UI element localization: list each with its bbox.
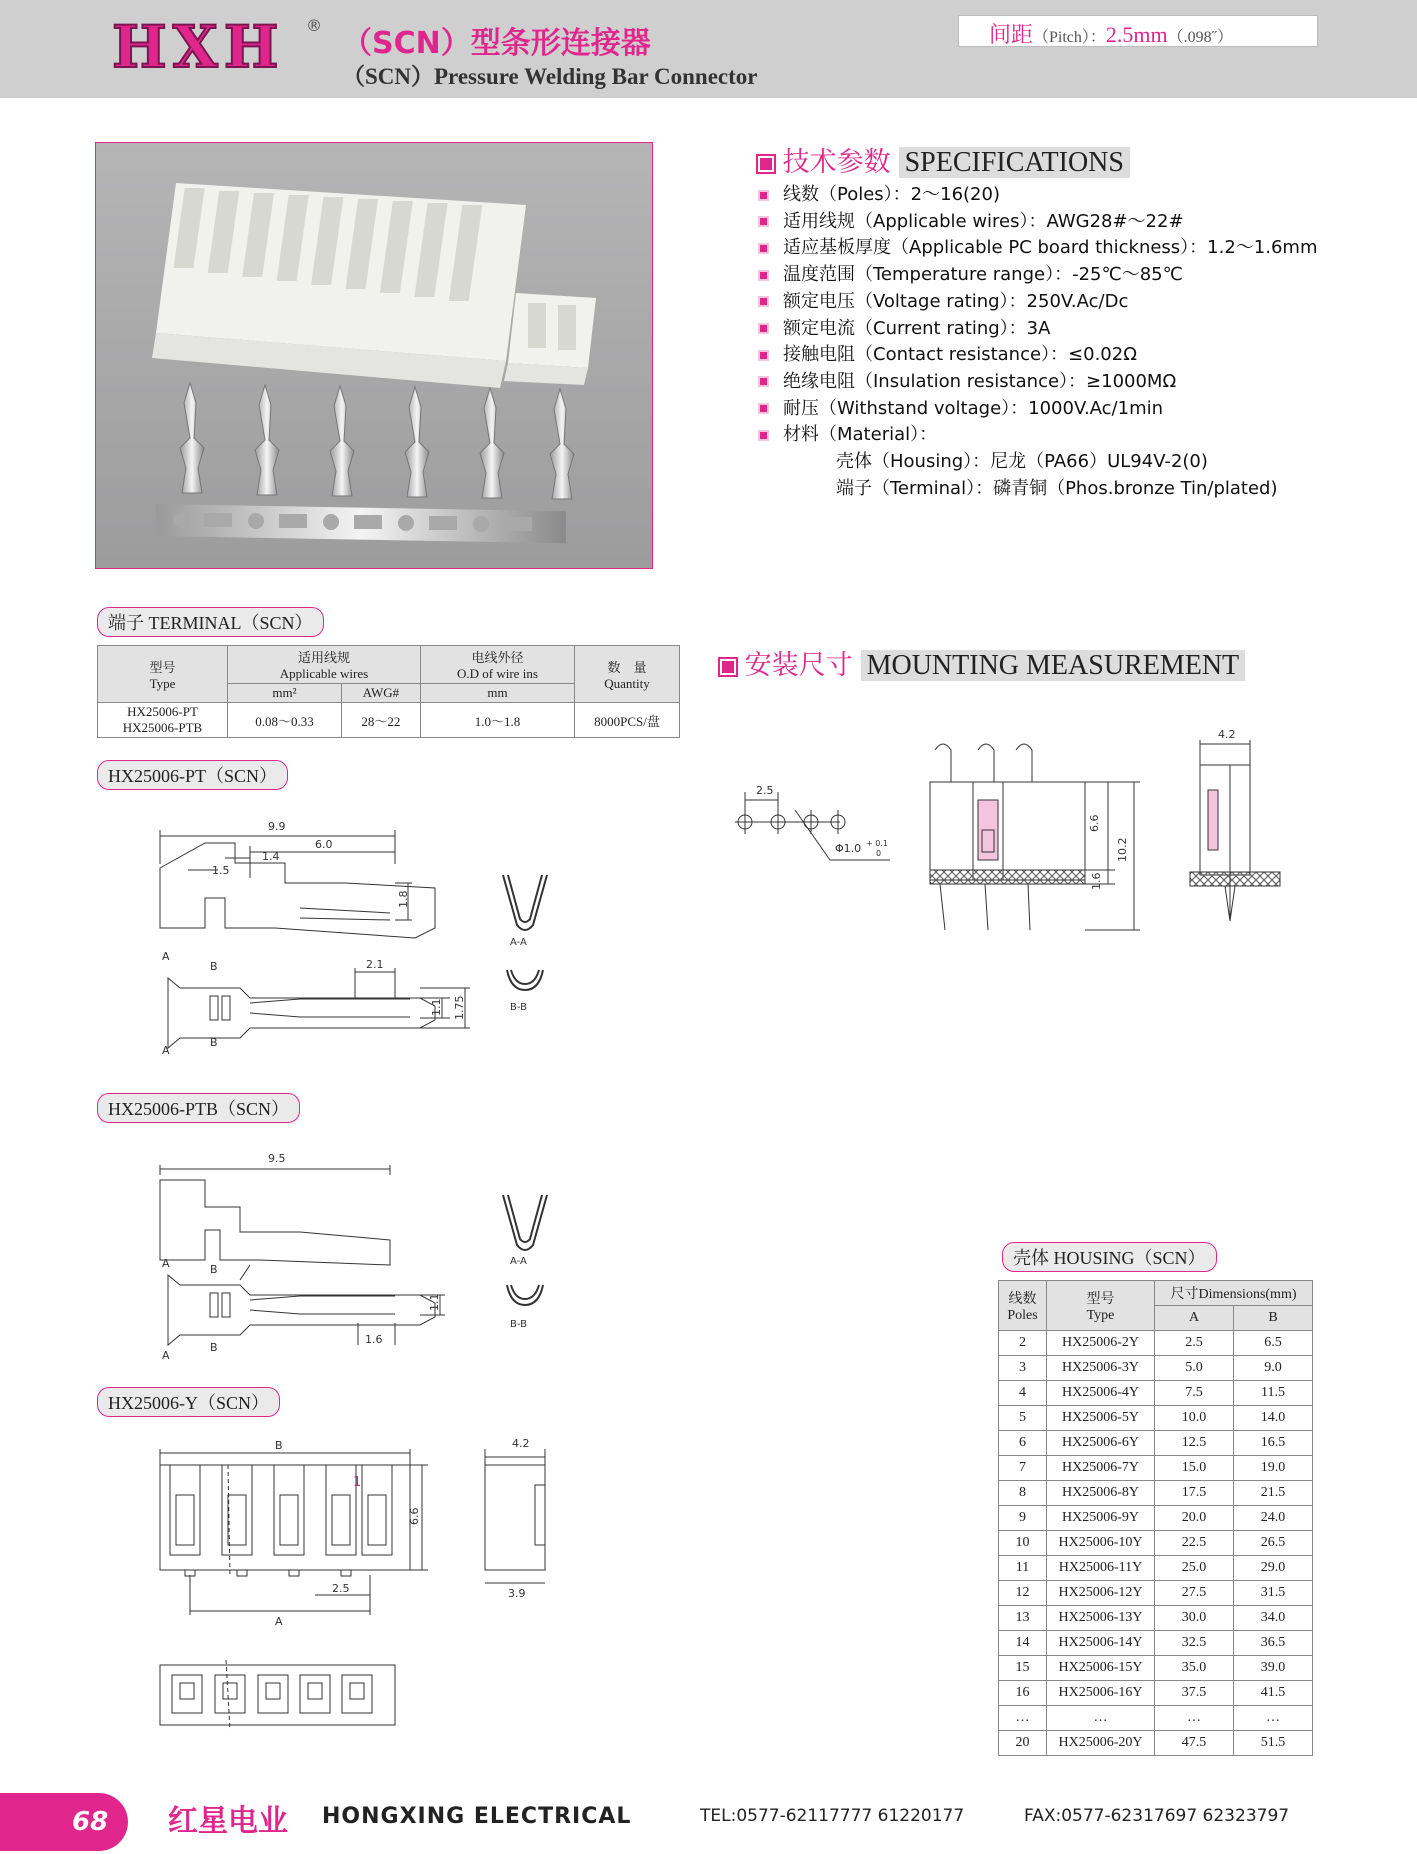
table-cell: HX25006-8Y (1047, 1481, 1155, 1506)
table-cell: 17.5 (1155, 1481, 1234, 1506)
table-cell: … (999, 1706, 1047, 1731)
specs-title (758, 140, 1130, 179)
label-b-bottom: B (210, 1341, 218, 1354)
th-qty-en: Quantity (604, 675, 650, 691)
dim-b: B (275, 1439, 283, 1452)
dim-39: 3.9 (508, 1587, 526, 1600)
spec-housing: 壳体（Housing）：尼龙（PA66）UL94V-2(0) (836, 451, 1208, 473)
table-row (999, 1456, 1313, 1481)
housing-table (998, 1280, 1313, 1756)
th-a: A (1155, 1306, 1234, 1331)
th-awg: AWG# (341, 684, 420, 703)
table-cell: 39.0 (1234, 1656, 1313, 1681)
pitch-box (958, 15, 1318, 47)
spec-item: 额定电流（Current rating）：3A (758, 316, 1318, 343)
pitch-inch: （.098˝） (1167, 29, 1233, 46)
table-cell: 11 (999, 1556, 1047, 1581)
y-label: HX25006-Y（SCN） (97, 1387, 280, 1417)
dim-a: A (275, 1615, 283, 1628)
bullet-square-icon (720, 659, 736, 675)
table-cell: 10 (999, 1531, 1047, 1556)
th-poles-cn: 线数 (1008, 1291, 1037, 1307)
spec-item: 适用线规（Applicable wires）：AWG28#～22# (758, 209, 1318, 236)
footer-fax: FAX:0577-62317697 62323797 (1024, 1806, 1290, 1826)
table-cell: 21.5 (1234, 1481, 1313, 1506)
table-cell: 41.5 (1234, 1681, 1313, 1706)
table-cell: 12 (999, 1581, 1047, 1606)
table-cell: 13 (999, 1606, 1047, 1631)
dim-tol-low: 0 (876, 849, 882, 858)
table-row (999, 1706, 1313, 1731)
mounting-title-cn: 安装尺寸 (744, 650, 853, 681)
title-en: （SCN）Pressure Welding Bar Connector (342, 64, 758, 89)
pitch-value: 2.5mm (1105, 22, 1168, 47)
table-row (999, 1356, 1313, 1381)
table-row (999, 1431, 1313, 1456)
table-row (999, 1681, 1313, 1706)
spec-terminal: 端子（Terminal）：磷青铜（Phos.bronze Tin/plated) (836, 477, 1278, 499)
table-cell: 6.5 (1234, 1331, 1313, 1356)
table-cell: 11.5 (1234, 1381, 1313, 1406)
bullet-square-icon (758, 156, 774, 172)
table-cell: 14 (999, 1631, 1047, 1656)
dim-tol-up: + 0.1 (866, 839, 888, 848)
label-a-bottom: A (162, 1349, 170, 1362)
table-cell: HX25006-3Y (1047, 1356, 1155, 1381)
table-cell: 9.0 (1234, 1356, 1313, 1381)
table-cell: HX25006-20Y (1047, 1731, 1155, 1756)
table-cell: HX25006-13Y (1047, 1606, 1155, 1631)
table-row (999, 1331, 1313, 1356)
bullet-icon (758, 323, 769, 334)
specs-list (758, 182, 1318, 502)
spec-item: 接触电阻（Contact resistance）：≤0.02Ω (758, 342, 1318, 369)
table-cell: HX25006-5Y (1047, 1406, 1155, 1431)
label-b-top: B (210, 960, 218, 973)
table-cell: HX25006-14Y (1047, 1631, 1155, 1656)
label-a-top: A (162, 1257, 170, 1270)
table-row: HX25006-PT HX25006-PTB 0.08～0.33 28～22 1.0～1.8 8000PCS/盘 (98, 703, 680, 738)
company-logo: HXH (112, 13, 285, 81)
table-cell: 25.0 (1155, 1556, 1234, 1581)
table-cell: 30.0 (1155, 1606, 1234, 1631)
mounting-drawing (720, 720, 1320, 950)
th-wires-en: Applicable wires (279, 666, 369, 681)
dim-11: 1.1 (430, 998, 443, 1016)
spec-item: 耐压（Withstand voltage）：1000V.Ac/1min (758, 396, 1318, 423)
pin1-marker: 1 (353, 1475, 362, 1490)
spec-item: 绝缘电阻（Insulation resistance）：≥1000MΩ (758, 369, 1318, 396)
table-row (999, 1556, 1313, 1581)
table-row (999, 1381, 1313, 1406)
pitch-cn: 间距 (989, 22, 1034, 47)
mounting-title-en: MOUNTING MEASUREMENT (861, 650, 1246, 681)
spec-item: 线数（Poles）：2～16(20) (758, 182, 1318, 209)
table-cell: 26.5 (1234, 1531, 1313, 1556)
table-cell: 24.0 (1234, 1506, 1313, 1531)
table-cell: … (1155, 1706, 1234, 1731)
table-cell: HX25006-12Y (1047, 1581, 1155, 1606)
bullet-icon (758, 403, 769, 414)
table-cell: HX25006-11Y (1047, 1556, 1155, 1581)
label-b-bottom: B (210, 1036, 218, 1049)
th-dimensions: 尺寸Dimensions(mm) (1155, 1281, 1313, 1306)
dim-66: 6.6 (1088, 814, 1101, 832)
dim-42: 4.2 (1218, 728, 1236, 741)
ptb-drawing (150, 1145, 550, 1365)
company-name-cn: 红星电业 (168, 1804, 288, 1839)
table-cell: 29.0 (1234, 1556, 1313, 1581)
spec-item: 材料（Material）： (758, 422, 1318, 449)
label-b-top: B (210, 1263, 218, 1276)
table-row (999, 1581, 1313, 1606)
dim-14: 1.4 (262, 850, 280, 863)
dim-hole: Φ1.0 (835, 842, 862, 855)
terminal-label: 端子 TERMINAL（SCN） (97, 607, 324, 637)
dim-175: 1.75 (453, 995, 466, 1020)
table-cell: 37.5 (1155, 1681, 1234, 1706)
spec-item: 适应基板厚度（Applicable PC board thickness）：1.2～1.6mm (758, 235, 1318, 262)
bullet-icon (758, 296, 769, 307)
table-cell: 2 (999, 1331, 1047, 1356)
pt-sections (495, 870, 555, 1020)
table-cell: 27.5 (1155, 1581, 1234, 1606)
table-cell: 19.0 (1234, 1456, 1313, 1481)
pt-label: HX25006-PT（SCN） (97, 760, 288, 790)
product-photo (95, 142, 653, 569)
table-cell: 22.5 (1155, 1531, 1234, 1556)
table-row (999, 1656, 1313, 1681)
table-cell: 16 (999, 1681, 1047, 1706)
label-a-top: A (162, 950, 170, 963)
th-type-cn: 型号 (1086, 1291, 1115, 1307)
specs-title-cn: 技术参数 (782, 147, 891, 178)
bullet-icon (758, 376, 769, 387)
bullet-icon (758, 243, 769, 254)
dim-21: 2.1 (366, 958, 384, 971)
page-number: 68 (0, 1793, 128, 1851)
dim-11: 1.1 (428, 1293, 441, 1311)
specs-title-en: SPECIFICATIONS (899, 147, 1130, 178)
th-od-mm: mm (420, 684, 574, 703)
table-cell: 3 (999, 1356, 1047, 1381)
table-row (999, 1506, 1313, 1531)
table-cell: 47.5 (1155, 1731, 1234, 1756)
th-type-en: Type (1086, 1307, 1115, 1323)
dim-16: 1.6 (1090, 872, 1103, 890)
table-cell: HX25006-16Y (1047, 1681, 1155, 1706)
table-cell: 20 (999, 1731, 1047, 1756)
bullet-icon (758, 216, 769, 227)
table-cell: … (1047, 1706, 1155, 1731)
table-row (999, 1531, 1313, 1556)
spec-item: 温度范围（Temperature range）：-25℃～85℃ (758, 262, 1318, 289)
table-row (999, 1481, 1313, 1506)
table-row (999, 1606, 1313, 1631)
table-row (999, 1731, 1313, 1756)
table-cell: HX25006-10Y (1047, 1531, 1155, 1556)
table-cell: HX25006-9Y (1047, 1506, 1155, 1531)
table-cell: 20.0 (1155, 1506, 1234, 1531)
table-cell: 34.0 (1234, 1606, 1313, 1631)
table-cell: 16.5 (1234, 1431, 1313, 1456)
section-bb: B-B (510, 1319, 527, 1330)
table-cell: 2.5 (1155, 1331, 1234, 1356)
registered-mark: ® (306, 16, 322, 35)
dim-102: 10.2 (1116, 837, 1129, 862)
terminal-table (97, 645, 680, 738)
th-type-cn: 型号 (149, 659, 176, 675)
table-cell: HX25006-15Y (1047, 1656, 1155, 1681)
table-cell: 7 (999, 1456, 1047, 1481)
table-cell: 35.0 (1155, 1656, 1234, 1681)
table-cell: 5.0 (1155, 1356, 1234, 1381)
dim-pitch: 2.5 (756, 784, 774, 797)
y-drawing (150, 1435, 570, 1735)
table-cell: 51.5 (1234, 1731, 1313, 1756)
housing-label: 壳体 HOUSING（SCN） (1002, 1242, 1217, 1272)
dim-66: 6.6 (408, 1507, 421, 1525)
bullet-icon (758, 430, 769, 441)
th-qty-cn: 数 量 (607, 659, 647, 675)
bullet-icon (758, 190, 769, 201)
dim-60: 6.0 (315, 838, 333, 851)
table-cell: 6 (999, 1431, 1047, 1456)
table-cell: HX25006-4Y (1047, 1381, 1155, 1406)
title-cn: （SCN）型条形连接器 (342, 26, 651, 61)
dim-42: 4.2 (512, 1437, 530, 1450)
table-cell: 14.0 (1234, 1406, 1313, 1431)
table-cell: HX25006-6Y (1047, 1431, 1155, 1456)
table-row (999, 1406, 1313, 1431)
th-poles-en: Poles (1007, 1307, 1038, 1323)
dim-25: 2.5 (332, 1582, 350, 1595)
dim-18: 1.8 (397, 890, 410, 908)
table-cell: 36.5 (1234, 1631, 1313, 1656)
dim-16: 1.6 (365, 1333, 383, 1346)
spec-item: 额定电压（Voltage rating）：250V.Ac/Dc (758, 289, 1318, 316)
table-cell: 5 (999, 1406, 1047, 1431)
table-cell: HX25006-7Y (1047, 1456, 1155, 1481)
product-photo-illustration (96, 143, 652, 568)
table-row (999, 1631, 1313, 1656)
table-cell: 15 (999, 1656, 1047, 1681)
th-mm2: mm² (228, 684, 342, 703)
dim-99: 9.9 (268, 820, 286, 833)
table-cell: 31.5 (1234, 1581, 1313, 1606)
table-cell: 4 (999, 1381, 1047, 1406)
table-cell: 9 (999, 1506, 1047, 1531)
bullet-icon (758, 350, 769, 361)
ptb-label: HX25006-PTB（SCN） (97, 1093, 300, 1123)
section-bb: B-B (510, 1002, 527, 1013)
th-od-cn: 电线外径 (471, 650, 524, 665)
footer-tel: TEL:0577-62117777 61220177 (700, 1806, 965, 1826)
table-cell: HX25006-2Y (1047, 1331, 1155, 1356)
th-b: B (1234, 1306, 1313, 1331)
table-cell: 7.5 (1155, 1381, 1234, 1406)
th-type-en: Type (149, 675, 176, 691)
section-aa: A-A (510, 937, 527, 948)
table-cell: 12.5 (1155, 1431, 1234, 1456)
section-aa: A-A (510, 1256, 527, 1267)
th-wires-cn: 适用线规 (297, 650, 350, 665)
table-cell: 10.0 (1155, 1406, 1234, 1431)
table-cell: 8 (999, 1481, 1047, 1506)
label-a-bottom: A (162, 1044, 170, 1057)
table-cell: 32.5 (1155, 1631, 1234, 1656)
mounting-title (720, 643, 1245, 682)
table-cell: … (1234, 1706, 1313, 1731)
ptb-sections (495, 1190, 555, 1340)
company-name-en: HONGXING ELECTRICAL (322, 1804, 632, 1829)
bullet-icon (758, 270, 769, 281)
dim-15: 1.5 (212, 864, 230, 877)
th-od-en: O.D of wire ins (457, 666, 538, 681)
dim-95: 9.5 (268, 1152, 286, 1165)
pitch-label: （Pitch）： (1033, 29, 1106, 46)
table-cell: 15.0 (1155, 1456, 1234, 1481)
